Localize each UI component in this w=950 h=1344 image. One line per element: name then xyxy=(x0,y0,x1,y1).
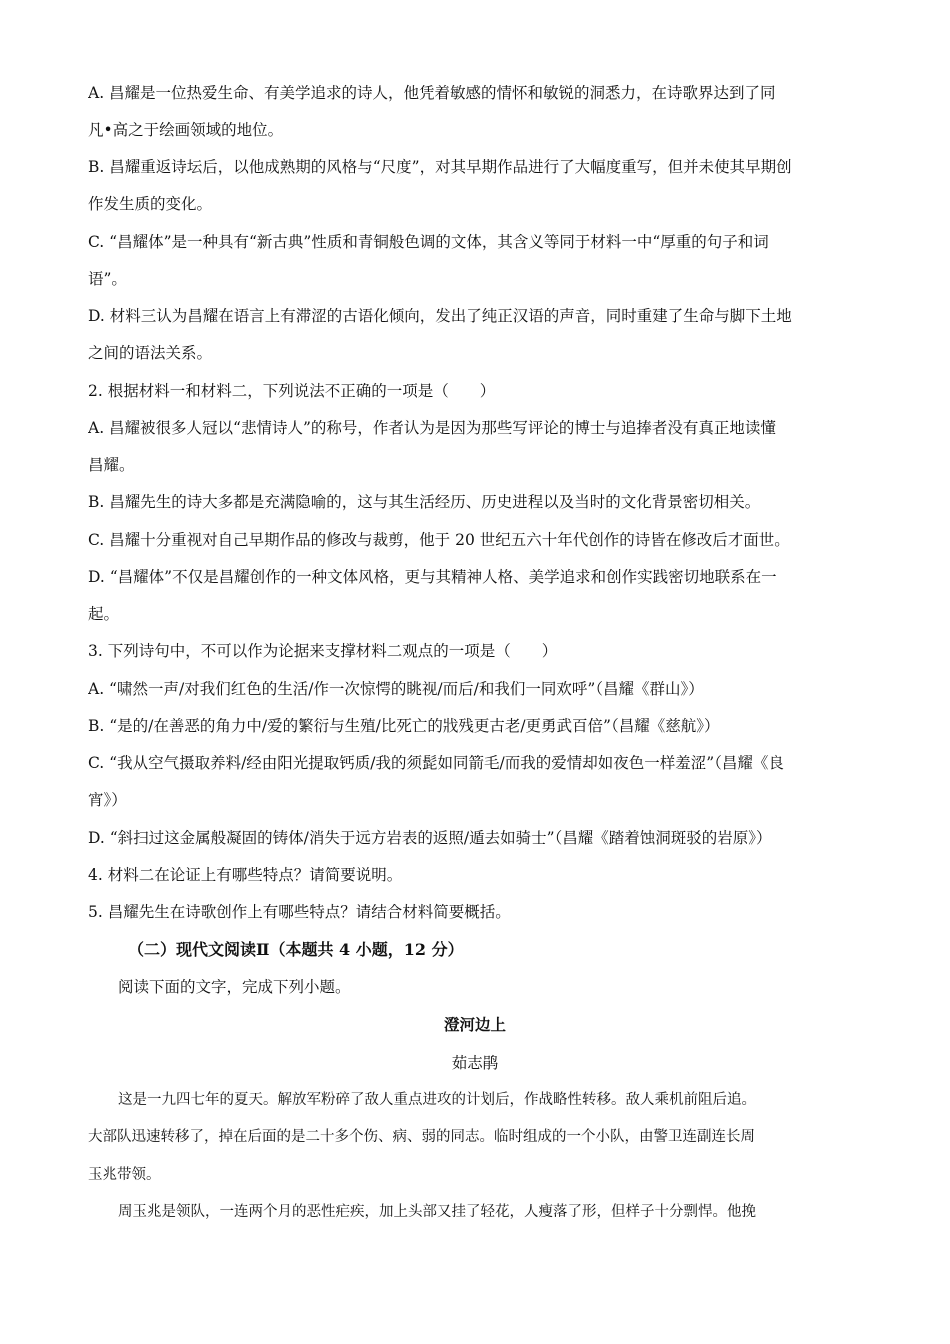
q2-option-a-line2: 昌耀。 xyxy=(88,456,135,474)
section-heading: （二）现代文阅读Ⅱ（本题共 4 小题，12 分） xyxy=(128,940,464,959)
story-paragraph-line: 大部队迅速转移了，掉在后面的是二十多个伤、病、弱的同志。临时组成的一个小队，由警卫连副连长周 xyxy=(88,1129,755,1145)
q4-stem: 4. 材料二在论证上有哪些特点？请简要说明。 xyxy=(88,866,403,884)
story-paragraph-line: 玉兆带领。 xyxy=(88,1167,161,1183)
q1-option-c-line2: 语”。 xyxy=(88,270,127,288)
q1-option-b-line2: 作发生质的变化。 xyxy=(88,195,213,213)
q3-option-a: A. “啸然一声/对我们红色的生活/作一次惊愕的眺视/而后/和我们一同欢呼”（昌耀《群山》） xyxy=(88,680,704,698)
q5-stem: 5. 昌耀先生在诗歌创作上有哪些特点？请结合材料简要概括。 xyxy=(88,903,511,921)
q3-option-c-line2: 宵》） xyxy=(88,791,127,809)
q1-option-a-line1: A. 昌耀是一位热爱生命、有美学追求的诗人，他凭着敏感的情怀和敏锐的洞悉力，在诗歌界达到了同 xyxy=(88,84,776,102)
q1-option-d-line1: D. 材料三认为昌耀在语言上有滞涩的古语化倾向，发出了纯正汉语的声音，同时重建了生命与脚下土地 xyxy=(88,307,792,325)
q2-option-a-line1: A. 昌耀被很多人冠以“悲情诗人”的称号，作者认为是因为那些写评论的博士与追捧者没有真正地读懂 xyxy=(88,419,776,437)
section-instruction: 阅读下面的文字，完成下列小题。 xyxy=(118,978,351,996)
q1-option-c-line1: C. “昌耀体”是一种具有“新古典”性质和青铜般色调的文体，其含义等同于材料一中“厚重的句子和词 xyxy=(88,233,769,251)
q3-option-b: B. “是的/在善恶的角力中/爱的繁衍与生殖/比死亡的戕残更古老/更勇武百倍”（昌耀《慈航》） xyxy=(88,717,720,735)
q2-option-b: B. 昌耀先生的诗大多都是充满隐喻的，这与其生活经历、历史进程以及当时的文化背景密切相关。 xyxy=(88,493,761,511)
story-author: 茹志鹃 xyxy=(451,1054,499,1072)
q2-option-c: C. 昌耀十分重视对自己早期作品的修改与裁剪，他于 20 世纪五六十年代创作的诗皆在修改后才面世。 xyxy=(88,531,790,549)
story-paragraph-line: 这是一九四七年的夏天。解放军粉碎了敌人重点进攻的计划后，作战略性转移。敌人乘机前阻后追。 xyxy=(118,1092,756,1108)
q1-option-a-line2: 凡•高之于绘画领域的地位。 xyxy=(88,121,284,139)
q3-stem: 3. 下列诗句中，不可以作为论据来支撑材料二观点的一项是（ ） xyxy=(88,642,558,660)
q3-option-c-line1: C. “我从空气摄取养料/经由阳光提取钙质/我的须髭如同箭毛/而我的爱情却如夜色一样羞涩”（昌耀《良 xyxy=(88,754,784,772)
q1-option-b-line1: B. 昌耀重返诗坛后，以他成熟期的风格与“尺度”，对其早期作品进行了大幅度重写，但并未使其早期创 xyxy=(88,158,792,176)
q1-option-d-line2: 之间的语法关系。 xyxy=(88,344,213,362)
q3-option-d: D. “斜扫过这金属般凝固的铸体/消失于远方岩表的返照/遁去如骑士”（昌耀《踏着蚀洞斑驳的岩原》） xyxy=(88,829,772,847)
story-paragraph-line: 周玉兆是领队，一连两个月的恶性疟疾，加上头部又挂了轻花，人瘦落了形，但样子十分剽悍。他挽 xyxy=(118,1204,756,1220)
q2-option-d-line2: 起。 xyxy=(88,605,120,623)
story-title: 澄河边上 xyxy=(443,1015,506,1034)
q2-option-d-line1: D. “昌耀体”不仅是昌耀创作的一种文体风格，更与其精神人格、美学追求和创作实践密切地联系在一 xyxy=(88,568,777,586)
q2-stem: 2. 根据材料一和材料二，下列说法不正确的一项是（ ） xyxy=(88,382,496,400)
